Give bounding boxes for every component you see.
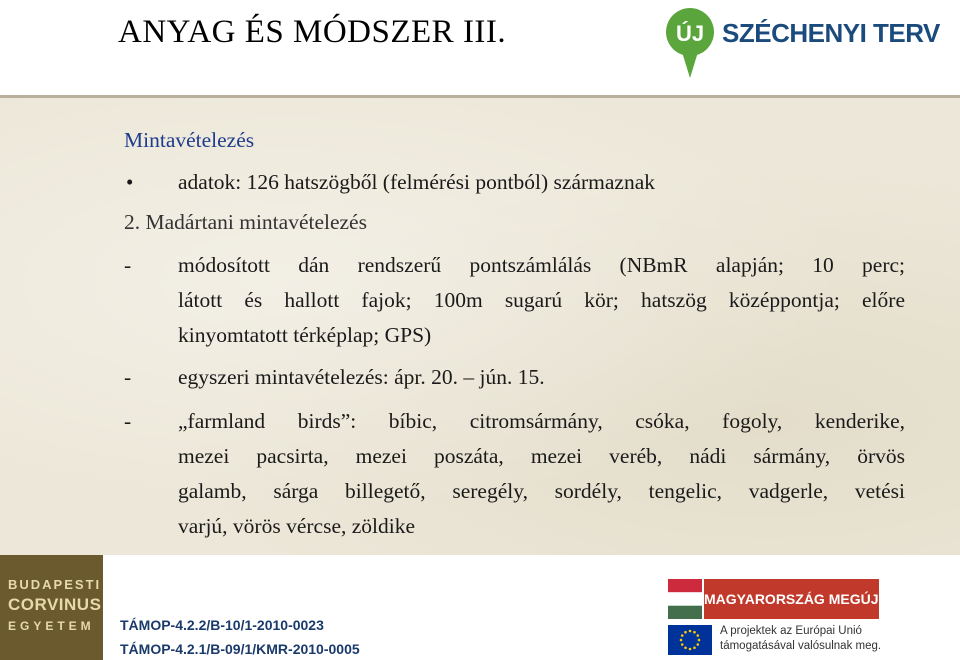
subheading: 2. Madártani mintavételezés xyxy=(124,210,367,234)
logo-pin-tail xyxy=(682,52,698,78)
tamop-code-1: TÁMOP-4.2.2/B-10/1-2010-0023 xyxy=(120,617,324,633)
dash-marker-3: - xyxy=(124,409,132,433)
dash-1-line-1: módosított dán rendszerű pontszámlálás (NBmR alapján; 10 perc; xyxy=(178,253,905,277)
dash-2-text: egyszeri mintavételezés: ápr. 20. – jún. 15. xyxy=(178,365,545,389)
eu-support-text xyxy=(720,624,881,654)
eu-text-line-2: támogatásával valósulnak meg. xyxy=(720,640,882,652)
hungarian-flag-icon xyxy=(668,579,702,619)
slide-footer xyxy=(0,555,960,660)
dash-3-line-4: varjú, vörös vércse, zöldike xyxy=(178,514,416,538)
dash-marker-1: - xyxy=(124,253,132,277)
logo-badge-text: ÚJ xyxy=(675,21,705,46)
slide-title: ANYAG ÉS MÓDSZER III. xyxy=(118,14,507,50)
slide-header xyxy=(0,0,960,95)
university-line-2: CORVINUS xyxy=(8,595,102,614)
corvinus-university-logo xyxy=(0,555,103,660)
dash-3-line-3: galamb, sárga billegető, seregély, sordély, tengelic, vadgerle, vetési xyxy=(178,479,905,503)
dash-3-line-2: mezei pacsirta, mezei poszáta, mezei veréb, nádi sármány, örvös xyxy=(178,444,905,468)
bullet-text-1: adatok: 126 hatszögből (felmérési pontból) származnak xyxy=(178,170,656,194)
eu-text-line-1: A projektek az Európai Unió xyxy=(720,625,862,637)
eu-flag-icon xyxy=(668,625,712,655)
logo-text: SZÉCHENYI TERV xyxy=(722,18,940,48)
dash-3-line-1: „farmland birds”: bíbic, citromsármány, csóka, fogoly, kenderike, xyxy=(178,409,905,433)
dash-1-line-3: kinyomtatott térképlap; GPS) xyxy=(178,323,432,347)
dash-marker-2: - xyxy=(124,365,132,389)
university-line-1: BUDAPESTI xyxy=(8,577,102,592)
university-line-3: EGYETEM xyxy=(8,619,95,633)
dash-1-line-2: látott és hallott fajok; 100m sugarú kör; hatszög középpontja; előre xyxy=(178,288,905,312)
bullet-marker: • xyxy=(126,170,134,194)
renewal-banner: MAGYARORSZÁG MEGÚJUL xyxy=(704,579,879,619)
tamop-code-2: TÁMOP-4.2.1/B-09/1/KMR-2010-0005 xyxy=(120,641,360,657)
section-heading: Mintavételezés xyxy=(124,128,255,152)
slide-content xyxy=(0,95,960,558)
